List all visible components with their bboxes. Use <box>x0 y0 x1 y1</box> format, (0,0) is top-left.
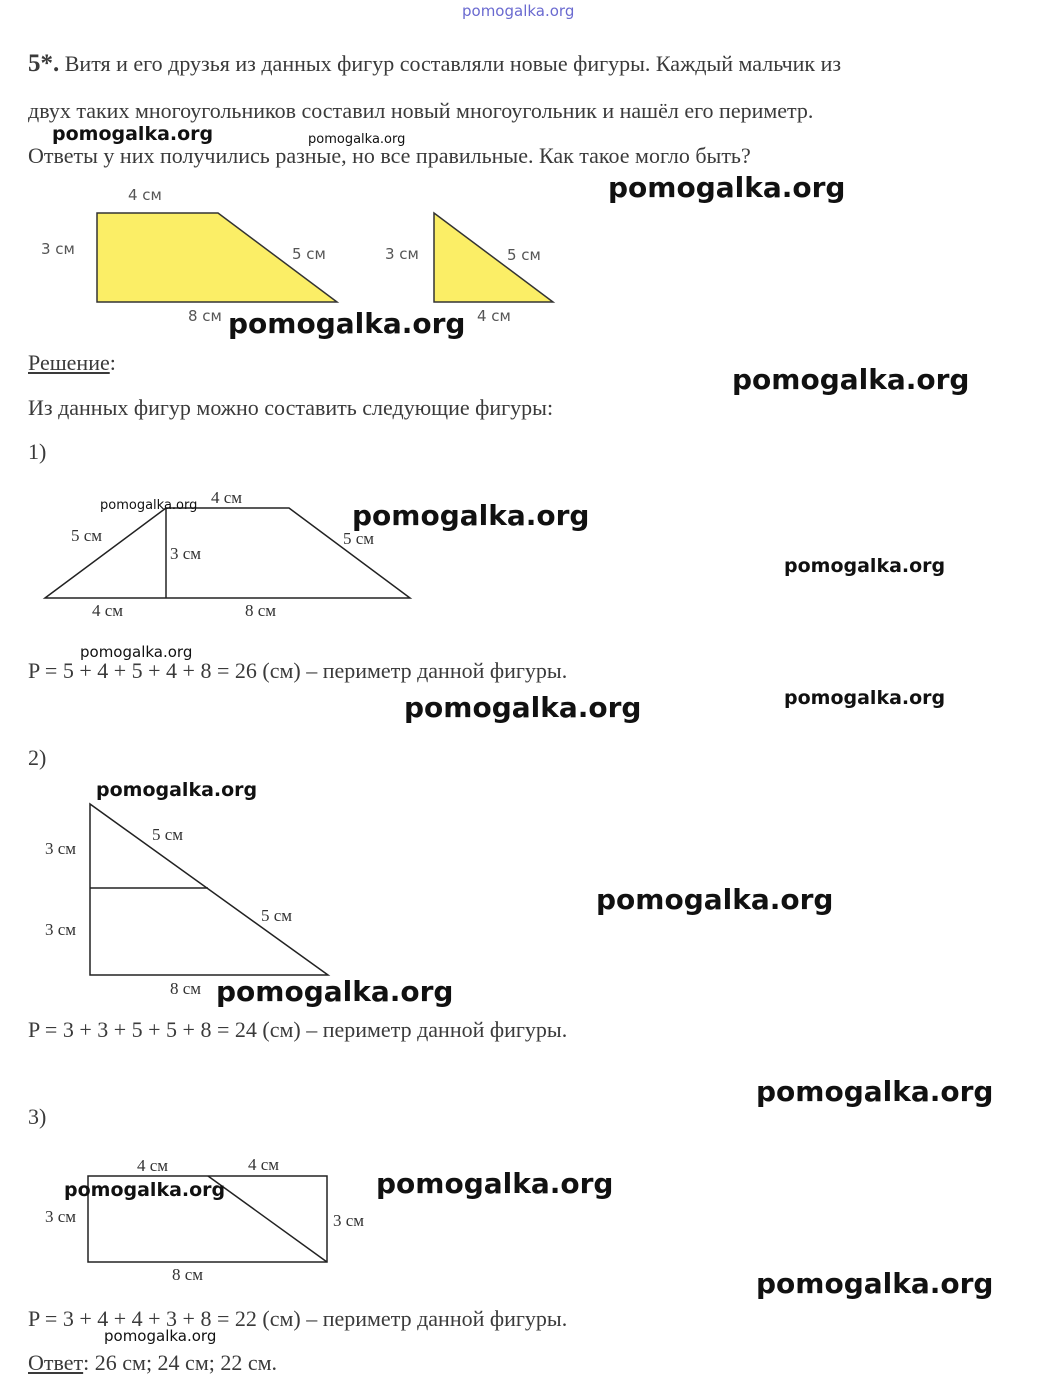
watermark: pomogalka.org <box>80 643 193 661</box>
trap-top-label: 4 см <box>128 186 162 204</box>
watermark: pomogalka.org <box>756 1075 994 1108</box>
watermark: pomogalka.org <box>308 132 406 147</box>
watermark: pomogalka.org <box>756 1267 994 1300</box>
watermark: pomogalka.org <box>352 499 590 532</box>
watermark: pomogalka.org <box>784 687 946 709</box>
watermark: pomogalka.org <box>64 1179 226 1201</box>
problem-text-1: Витя и его друзья из данных фигур составляли новые фигуры. Каждый мальчик из <box>64 51 842 76</box>
watermark: pomogalka.org <box>784 555 946 577</box>
watermark: pomogalka.org <box>52 123 214 145</box>
watermark: pomogalka.org <box>100 498 198 513</box>
fig2-bottom-label: 8 см <box>170 979 202 998</box>
fig3-top-left-label: 4 см <box>137 1156 169 1175</box>
solution-heading: Решение: <box>28 350 116 375</box>
tri-bottom-label: 4 см <box>477 307 511 325</box>
trap-bottom-label: 8 см <box>188 307 222 325</box>
fig2-left-top-label: 3 см <box>45 839 77 858</box>
fig1-top-label: 4 см <box>211 488 243 507</box>
fig3-right-label: 3 см <box>333 1211 365 1230</box>
answer-label: Ответ <box>28 1350 84 1375</box>
case-2-formula: P = 3 + 3 + 5 + 5 + 8 = 24 (см) – периметр данной фигуры. <box>28 1017 568 1042</box>
fig1-height-label: 3 см <box>170 544 202 563</box>
answer-text: : 26 см; 24 см; 22 см. <box>83 1350 278 1375</box>
watermark: pomogalka.org <box>96 779 258 801</box>
case-3-formula: P = 3 + 4 + 4 + 3 + 8 = 22 (см) – периметр данной фигуры. <box>28 1306 568 1331</box>
fig2-hyp-bottom-label: 5 см <box>261 906 293 925</box>
trap-left-label: 3 см <box>41 240 75 258</box>
fig1-right-slant-label: 5 см <box>343 529 375 548</box>
watermark: pomogalka.org <box>228 307 466 340</box>
case-1-formula: P = 5 + 4 + 5 + 4 + 8 = 26 (см) – периметр данной фигуры. <box>28 658 568 683</box>
problem-line-3: Ответы у них получились разные, но все правильные. Как такое могло быть? <box>28 143 751 168</box>
case-1-number: 1) <box>28 439 47 464</box>
fig3-top-right-label: 4 см <box>248 1155 280 1174</box>
fig1-bottom-left-label: 4 см <box>92 601 124 620</box>
fig3-left-label: 3 см <box>45 1207 77 1226</box>
fig2-hyp-top-label: 5 см <box>152 825 184 844</box>
problem-line-2: двух таких многоугольников составил новый многоугольник и нашёл его периметр. <box>28 98 814 123</box>
trap-slant-label: 5 см <box>292 245 326 263</box>
fig1-left-slant-label: 5 см <box>71 526 103 545</box>
tri-hyp-label: 5 см <box>507 246 541 264</box>
fig1-bottom-right-label: 8 см <box>245 601 277 620</box>
watermark: pomogalka.org <box>104 1327 217 1345</box>
watermark: pomogalka.org <box>596 883 834 916</box>
watermark: pomogalka.org <box>732 363 970 396</box>
watermark: pomogalka.org <box>404 691 642 724</box>
fig2-left-bottom-label: 3 см <box>45 920 77 939</box>
solution-intro: Из данных фигур можно составить следующие фигуры: <box>28 395 554 420</box>
case-3-number: 3) <box>28 1104 47 1129</box>
watermark: pomogalka.org <box>216 975 454 1008</box>
tri-left-label: 3 см <box>385 245 419 263</box>
top-watermark: pomogalka.org <box>462 2 575 20</box>
problem-number: 5*. <box>28 50 60 77</box>
watermark: pomogalka.org <box>608 171 846 204</box>
figure-2 <box>90 804 328 975</box>
watermark: pomogalka.org <box>376 1167 614 1200</box>
case-2-number: 2) <box>28 745 47 770</box>
answer-line <box>28 1350 277 1376</box>
fig3-bottom-label: 8 см <box>172 1265 204 1284</box>
